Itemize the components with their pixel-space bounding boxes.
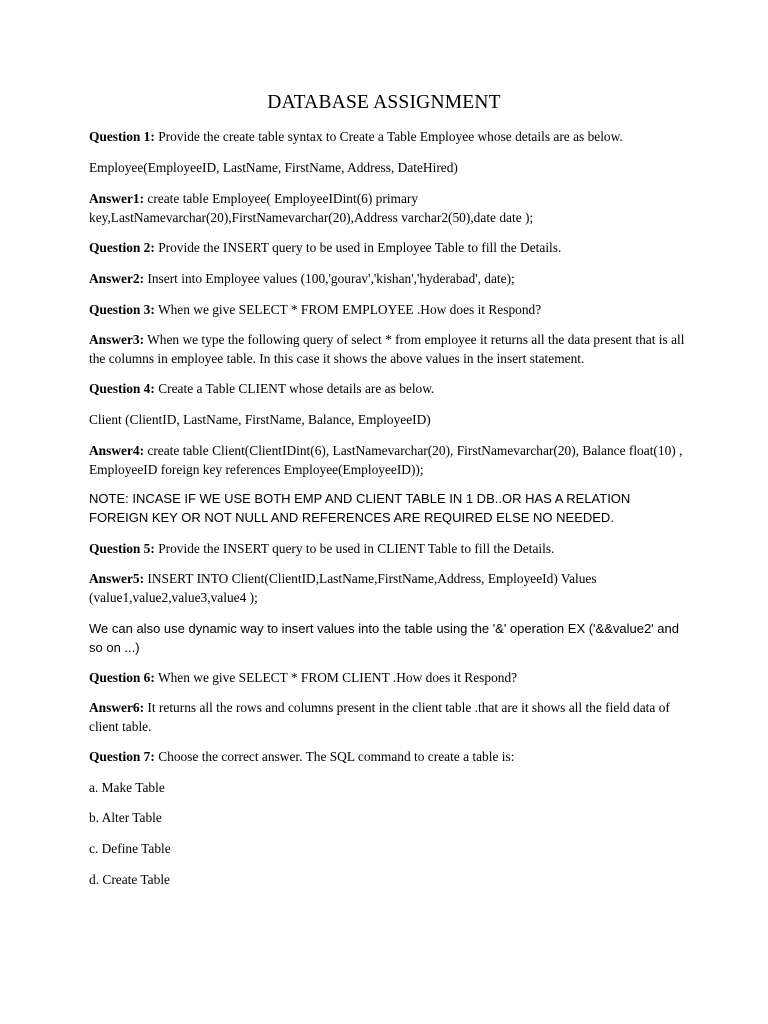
question-text: When we give SELECT * FROM EMPLOYEE .How does it Respond?: [154, 302, 542, 317]
question-1: [89, 128, 689, 147]
question-label: Question 6:: [89, 670, 155, 685]
option-a: a. Make Table: [89, 780, 165, 795]
question-text: Create a Table CLIENT whose details are as below.: [154, 381, 435, 396]
answer-label: Answer1:: [89, 191, 145, 206]
answer-text: INSERT INTO Client(ClientID,LastName,FirstName,Address, EmployeeId) Values (value1,value2,value3,value4 );: [89, 571, 597, 605]
question-4: [89, 380, 689, 399]
question-label: Question 1:: [89, 129, 155, 144]
option-c: c. Define Table: [89, 841, 171, 856]
answer-5: [89, 570, 689, 607]
note-text: We can also use dynamic way to insert values into the table using the '&' operation EX ('&&value2' and so on ...): [89, 621, 679, 655]
answer-2: [89, 270, 689, 289]
option-d: d. Create Table: [89, 872, 170, 887]
question-2: [89, 239, 689, 258]
question-5: [89, 540, 689, 559]
question-text: When we give SELECT * FROM CLIENT .How does it Respond?: [154, 670, 518, 685]
answer-text: When we type the following query of select * from employee it returns all the data present that is all the columns in employee table. In this case it shows the above values in the insert statement.: [89, 332, 685, 366]
employee-schema: [89, 159, 689, 178]
schema-text: Employee(EmployeeID, LastName, FirstName, Address, DateHired): [89, 160, 458, 175]
question-label: Question 3:: [89, 302, 155, 317]
answer-1: [89, 190, 689, 227]
answer-label: Answer5:: [89, 571, 145, 586]
answer-6: [89, 699, 689, 736]
question-text: Provide the create table syntax to Create a Table Employee whose details are as below.: [154, 129, 623, 144]
option-b: b. Alter Table: [89, 810, 162, 825]
document-title: DATABASE ASSIGNMENT: [267, 92, 501, 113]
note-text: NOTE: INCASE IF WE USE BOTH EMP AND CLIENT TABLE IN 1 DB..OR HAS A RELATION FOREIGN KEY OR NOT NULL AND REFERENCES ARE REQUIRED ELSE NO NEEDED.: [89, 491, 631, 525]
question-label: Question 4:: [89, 381, 155, 396]
question-text: Provide the INSERT query to be used in Employee Table to fill the Details.: [154, 240, 562, 255]
answer-text: create table Client(ClientIDint(6), LastNamevarchar(20), FirstNamevarchar(20), Balance float(10) , EmployeeID foreign key references Employee(EmployeeID));: [89, 443, 683, 477]
answer-4: [89, 442, 689, 479]
answer-label: Answer2:: [89, 271, 145, 286]
answer-text: create table Employee( EmployeeIDint(6) primary key,LastNamevarchar(20),FirstNamevarchar(20),Address varchar2(50),date date );: [89, 191, 534, 225]
question-label: Question 7:: [89, 749, 155, 764]
answer-label: Answer4:: [89, 443, 145, 458]
question-3: [89, 301, 689, 320]
question-7: [89, 748, 689, 767]
answer-text: Insert into Employee values (100,'gourav','kishan','hyderabad', date);: [144, 271, 515, 286]
note-paragraph: [89, 490, 689, 527]
client-schema: [89, 411, 689, 430]
dynamic-insert-note: [89, 620, 689, 657]
answer-3: [89, 331, 689, 368]
answer-label: Answer3:: [89, 332, 145, 347]
question-label: Question 5:: [89, 541, 155, 556]
question-label: Question 2:: [89, 240, 155, 255]
question-text: Choose the correct answer. The SQL command to create a table is:: [154, 749, 515, 764]
schema-text: Client (ClientID, LastName, FirstName, Balance, EmployeeID): [89, 412, 431, 427]
question-text: Provide the INSERT query to be used in CLIENT Table to fill the Details.: [154, 541, 555, 556]
answer-label: Answer6:: [89, 700, 145, 715]
answer-text: It returns all the rows and columns present in the client table .that are it shows all the field data of client table.: [89, 700, 670, 734]
question-6: [89, 669, 689, 688]
